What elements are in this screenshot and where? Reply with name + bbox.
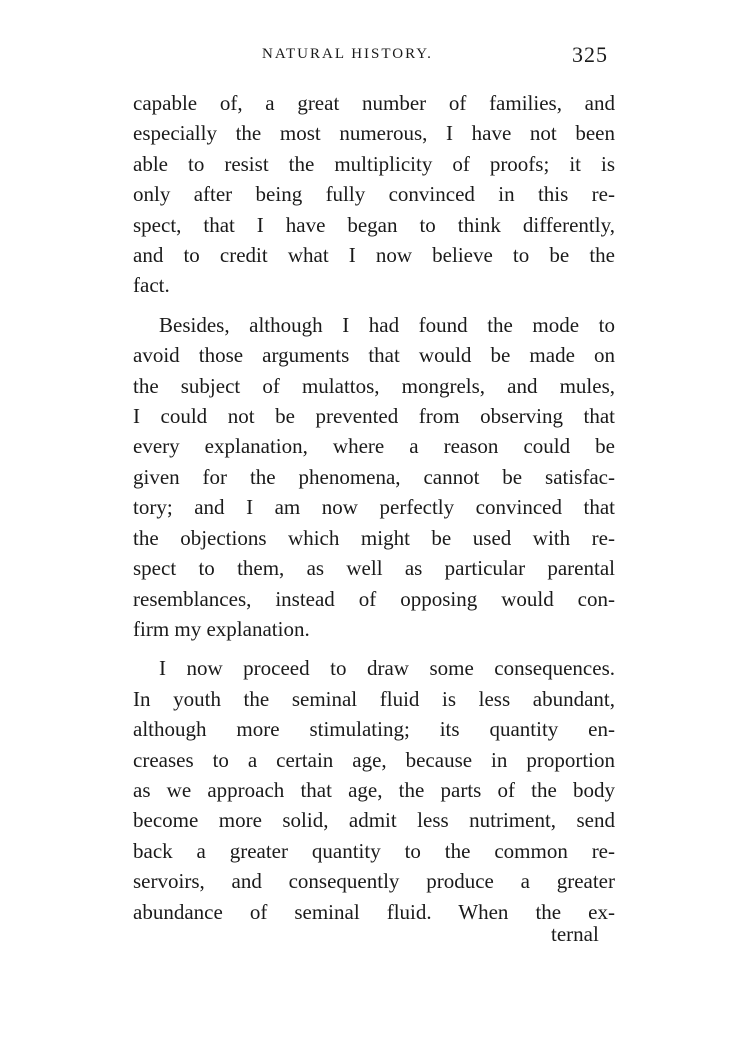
- text-line: I could not be prevented from observing that: [133, 404, 615, 429]
- text-line: especially the most numerous, I have not been: [133, 121, 615, 146]
- text-line: back a greater quantity to the common re-: [133, 838, 615, 863]
- text-line: resemblances, instead of opposing would con-: [133, 586, 615, 611]
- paragraph-3: [133, 653, 615, 927]
- text-line: become more solid, admit less nutriment, send: [133, 808, 615, 833]
- paragraph-2: [133, 310, 615, 644]
- body-text: [133, 88, 615, 936]
- text-line: I now proceed to draw some consequences.: [159, 656, 615, 681]
- running-head: NATURAL HISTORY.: [262, 46, 433, 62]
- page-number: 325: [572, 42, 608, 67]
- text-line: creases to a certain age, because in proportion: [133, 747, 615, 772]
- text-line: and to credit what I now believe to be the: [133, 243, 615, 268]
- text-line: avoid those arguments that would be made on: [133, 343, 615, 368]
- text-line: spect, that I have began to think differently,: [133, 212, 615, 237]
- text-line: Besides, although I had found the mode to: [159, 312, 615, 337]
- text-line: as we approach that age, the parts of the body: [133, 777, 615, 802]
- text-line: spect to them, as well as particular parental: [133, 556, 615, 581]
- text-line: servoirs, and consequently produce a greater: [133, 869, 615, 894]
- text-line: abundance of seminal fluid. When the ex-: [133, 899, 615, 924]
- text-line: the subject of mulattos, mongrels, and mules,: [133, 373, 615, 398]
- text-line: every explanation, where a reason could be: [133, 434, 615, 459]
- text-line: given for the phenomena, cannot be satisfac-: [133, 464, 615, 489]
- text-line: although more stimulating; its quantity en-: [133, 717, 615, 742]
- text-line: only after being fully convinced in this re-: [133, 182, 615, 207]
- catchword: ternal: [551, 922, 599, 946]
- text-line: capable of, a great number of families, and: [133, 91, 615, 115]
- text-line: firm my explanation.: [133, 616, 310, 641]
- paragraph-1: [133, 88, 615, 301]
- text-line: able to resist the multiplicity of proofs; it is: [133, 151, 615, 176]
- text-line: In youth the seminal fluid is less abundant,: [133, 686, 615, 711]
- text-line: tory; and I am now perfectly convinced that: [133, 495, 615, 520]
- text-line: the objections which might be used with re-: [133, 525, 615, 550]
- text-line: fact.: [133, 273, 170, 298]
